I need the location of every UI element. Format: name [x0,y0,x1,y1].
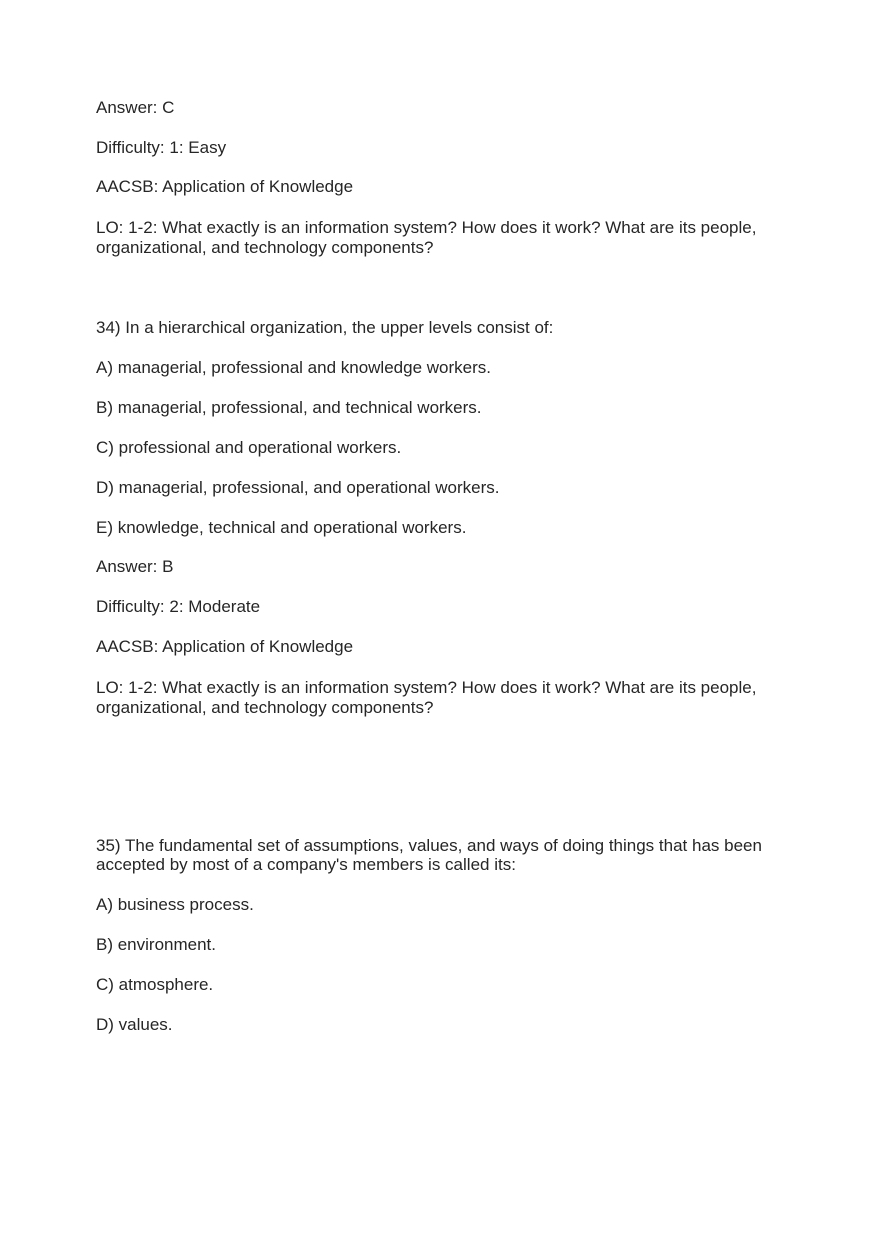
prev-lo-line2: organizational, and technology components? [96,238,434,257]
q34-answer: Answer: B [96,557,174,576]
prev-difficulty: Difficulty: 1: Easy [96,138,227,157]
prev-lo-line1: LO: 1-2: What exactly is an information system? How does it work? What are its people, [96,218,757,237]
q35-option-c: C) atmosphere. [96,975,214,994]
q35-option-a: A) business process. [96,895,254,914]
q35-question-line1: 35) The fundamental set of assumptions, values, and ways of doing things that has been [96,836,762,855]
q35-question-line2: accepted by most of a company's members is called its: [96,855,516,874]
q34-option-b: B) managerial, professional, and technical workers. [96,398,482,417]
q35-option-d: D) values. [96,1015,173,1034]
q34-lo-line2: organizational, and technology components? [96,698,434,717]
q34-option-d: D) managerial, professional, and operational workers. [96,478,500,497]
prev-answer: Answer: C [96,98,175,117]
q34-lo-line1: LO: 1-2: What exactly is an information system? How does it work? What are its people, [96,678,757,697]
q34-aacsb: AACSB: Application of Knowledge [96,637,354,656]
prev-aacsb: AACSB: Application of Knowledge [96,177,354,196]
q34-option-a: A) managerial, professional and knowledge workers. [96,358,491,377]
q34-option-c: C) professional and operational workers. [96,438,402,457]
q35-option-b: B) environment. [96,935,216,954]
q34-option-e: E) knowledge, technical and operational workers. [96,518,467,537]
q34-question: 34) In a hierarchical organization, the upper levels consist of: [96,318,554,337]
q34-difficulty: Difficulty: 2: Moderate [96,597,261,616]
